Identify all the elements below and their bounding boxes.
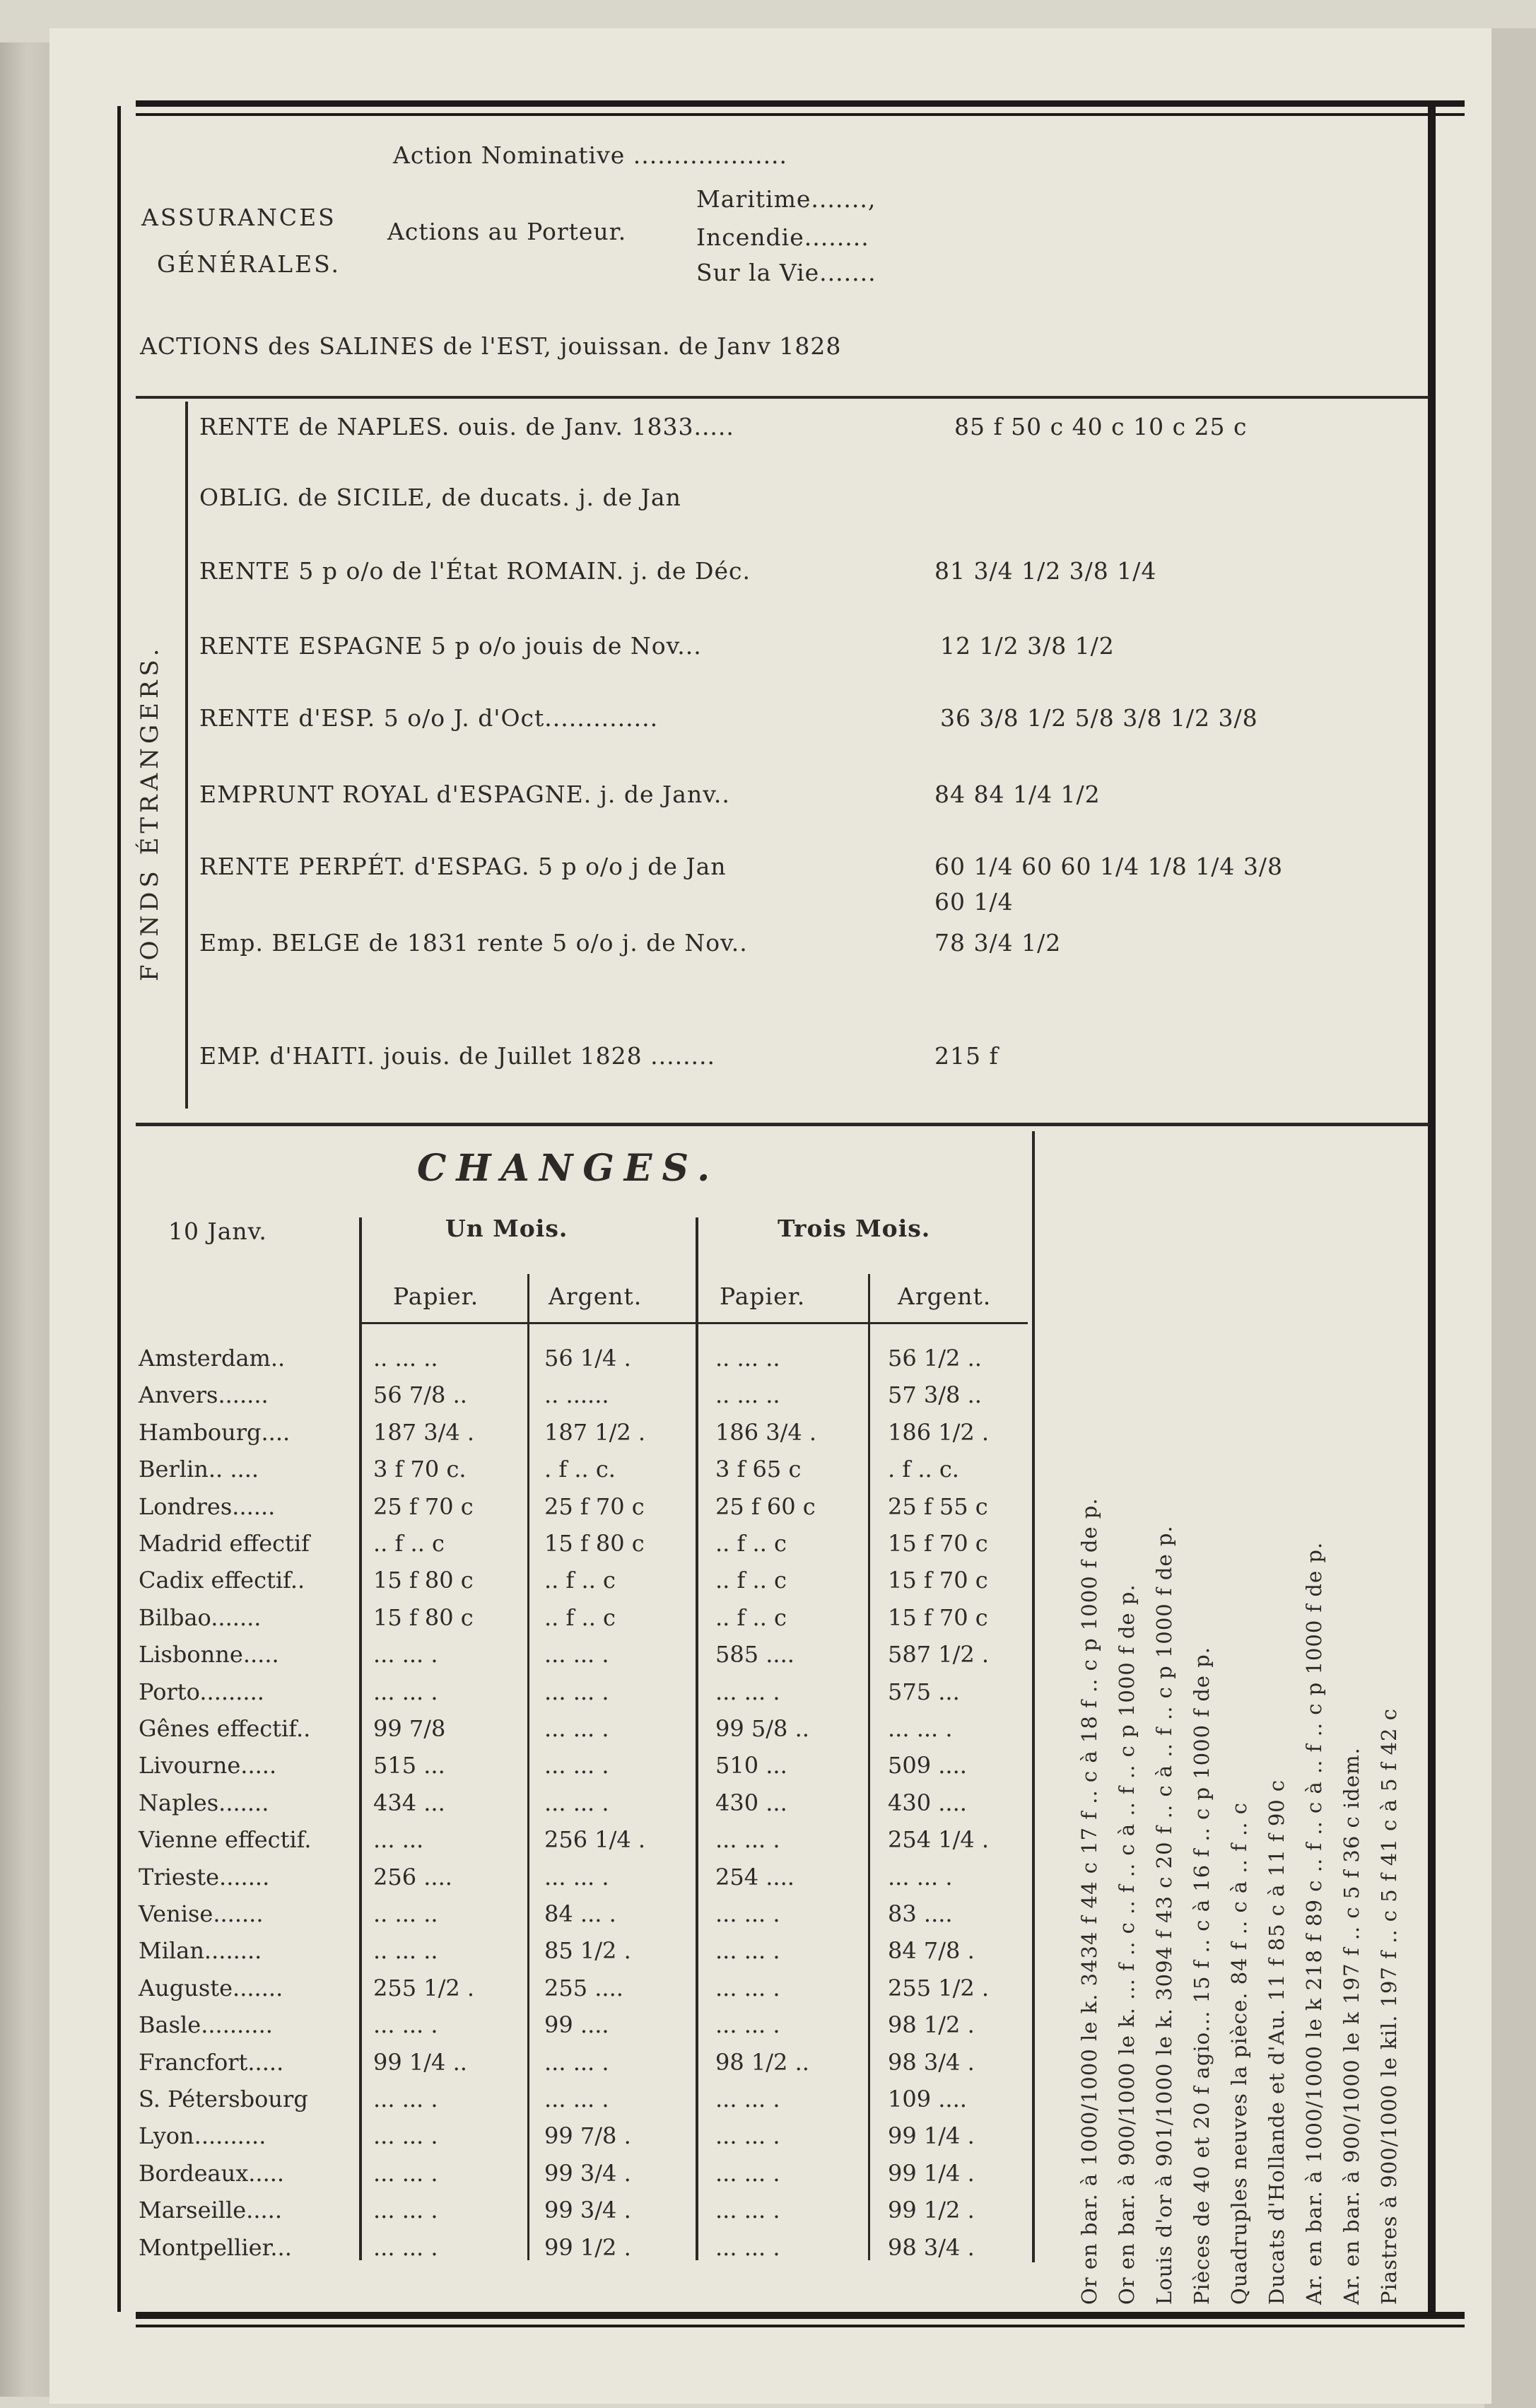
- change-cell: 99 3/4 .: [544, 2159, 631, 2187]
- change-place: Lyon..........: [139, 2122, 266, 2150]
- change-place: Naples.......: [139, 1789, 269, 1816]
- change-cell: ... ... .: [544, 2048, 609, 2076]
- change-cell: 99 ....: [544, 2011, 609, 2039]
- change-cell: .. f .. c: [715, 1530, 787, 1557]
- change-cell: 15 f 80 c: [373, 1567, 474, 1594]
- change-cell: 256 1/4 .: [544, 1826, 646, 1854]
- maritime: Maritime.......,: [696, 185, 877, 213]
- change-cell: 510 ...: [715, 1752, 787, 1779]
- change-cell: 15 f 80 c: [544, 1530, 645, 1557]
- change-cell: 85 1/2 .: [544, 1937, 631, 1965]
- change-cell: . f .. c.: [888, 1456, 959, 1483]
- change-place: Milan........: [139, 1937, 262, 1965]
- bottom-border-inner: [136, 2325, 1465, 2327]
- change-cell: 99 5/8 ..: [715, 1715, 809, 1742]
- left-border: [117, 106, 121, 2312]
- change-cell: 15 f 70 c: [888, 1567, 988, 1594]
- action-nominative: Action Nominative ...................: [393, 141, 788, 169]
- change-place: Porto.........: [139, 1678, 264, 1705]
- change-cell: .. ... ..: [373, 1900, 438, 1927]
- change-place: Cadix effectif..: [139, 1567, 305, 1594]
- fonds-value-2: 81 3/4 1/2 3/8 1/4: [934, 557, 1157, 585]
- change-place: S. Pétersbourg: [139, 2086, 308, 2112]
- change-cell: ... ... .: [544, 2086, 609, 2112]
- change-cell: 56 1/2 ..: [888, 1345, 982, 1372]
- change-cell: ... ... .: [373, 1678, 438, 1705]
- fonds-value-0: 85 f 50 c 40 c 10 c 25 c: [954, 413, 1248, 440]
- metal-line: Louis d'or à 901/1000 le k. 3094 f 43 c 20 f .. c à .. f .. c p 1000 f de p.: [1152, 1525, 1176, 2305]
- change-cell: ... ... .: [715, 1937, 780, 1965]
- trois-mois-header: Trois Mois.: [778, 1215, 931, 1242]
- fonds-value-4: 36 3/8 1/2 5/8 3/8 1/2 3/8: [940, 704, 1258, 732]
- change-place: Anvers.......: [139, 1381, 269, 1409]
- change-cell: ... ... .: [715, 1974, 780, 2001]
- change-place: Hambourg....: [139, 1418, 291, 1446]
- salines-row: ACTIONS des SALINES de l'EST, jouissan. de Janv 1828: [140, 332, 842, 360]
- change-cell: ... ...: [373, 1826, 424, 1854]
- col-rule-1: [359, 1217, 362, 2260]
- change-cell: 98 1/2 .: [888, 2011, 975, 2039]
- metal-line: Ar. en bar. à 900/1000 le k 197 f .. c 5 f 36 c idem.: [1339, 1747, 1364, 2305]
- change-cell: 98 3/4 .: [888, 2048, 975, 2076]
- change-cell: 109 ....: [888, 2086, 967, 2112]
- change-cell: 57 3/8 ..: [888, 1381, 982, 1409]
- change-cell: 575 ...: [888, 1678, 960, 1705]
- change-cell: .. f .. c: [715, 1567, 787, 1594]
- change-cell: 255 1/2 .: [373, 1974, 475, 2001]
- changes-date: 10 Janv.: [168, 1217, 267, 1245]
- change-place: Francfort.....: [139, 2048, 284, 2076]
- change-place: Vienne effectif.: [139, 1826, 312, 1854]
- metal-line: Quadruples neuves la pièce. 84 f .. c à .. f .. c: [1227, 1802, 1251, 2305]
- divider-changes: [136, 1123, 1429, 1126]
- change-cell: 3 f 65 c: [715, 1456, 802, 1483]
- change-cell: 515 ...: [373, 1752, 445, 1779]
- change-cell: ... ... .: [373, 2159, 438, 2187]
- change-cell: 99 7/8 .: [544, 2122, 631, 2150]
- change-cell: .. f .. c: [544, 1567, 616, 1594]
- fonds-label-0: RENTE de NAPLES. ouis. de Janv. 1833.....: [199, 413, 734, 440]
- change-cell: .. ... ..: [373, 1345, 438, 1372]
- change-cell: 15 f 70 c: [888, 1603, 988, 1631]
- change-place: Madrid effectif: [139, 1530, 310, 1557]
- change-place: Gênes effectif..: [139, 1715, 311, 1742]
- fonds-value-3: 12 1/2 3/8 1/2: [940, 632, 1115, 660]
- change-cell: 98 1/2 ..: [715, 2048, 809, 2076]
- change-cell: 99 1/4 ..: [373, 2048, 467, 2076]
- change-cell: .. ... ..: [715, 1381, 780, 1409]
- metal-line: Or en bar. à 900/1000 le k. ... f .. c .. f .. c à .. f .. c p 1000 f de p.: [1115, 1584, 1139, 2305]
- top-border-inner: [136, 113, 1465, 116]
- un-mois-header: Un Mois.: [445, 1215, 568, 1242]
- change-cell: 255 1/2 .: [888, 1974, 990, 2001]
- change-cell: 255 ....: [544, 1974, 623, 2001]
- metal-line: Ar. en bar. à 1000/1000 le k 218 f 89 c .. f .. c à .. f .. c p 1000 f de p.: [1302, 1541, 1326, 2305]
- change-cell: 56 1/4 .: [544, 1345, 631, 1372]
- argent-1-header: Argent.: [549, 1282, 643, 1310]
- change-cell: ... ... .: [544, 1641, 609, 1668]
- change-cell: 430 ....: [888, 1789, 967, 1816]
- change-cell: 84 7/8 .: [888, 1937, 975, 1965]
- change-cell: .. f .. c: [544, 1603, 616, 1631]
- generales-label: GÉNÉRALES.: [157, 250, 341, 278]
- col-rule-2: [527, 1274, 529, 2260]
- change-cell: 186 3/4 .: [715, 1418, 817, 1446]
- change-cell: ... ... .: [715, 2011, 780, 2039]
- change-cell: ... ... .: [544, 1678, 609, 1705]
- change-cell: ... ... .: [715, 1826, 780, 1854]
- change-place: Bilbao.......: [139, 1603, 262, 1631]
- papier-2-header: Papier.: [720, 1282, 806, 1310]
- fonds-label-4: RENTE d'ESP. 5 o/o J. d'Oct..............: [199, 704, 659, 732]
- change-cell: ... ... .: [544, 1752, 609, 1779]
- change-cell: 509 ....: [888, 1752, 967, 1779]
- change-cell: ... ... .: [373, 1641, 438, 1668]
- papier-1-header: Papier.: [393, 1282, 479, 1310]
- change-cell: 187 3/4 .: [373, 1418, 475, 1446]
- right-border: [1428, 106, 1436, 2312]
- fonds-label-1: OBLIG. de SICILE, de ducats. j. de Jan: [199, 484, 681, 511]
- change-place: Marseille.....: [139, 2197, 282, 2224]
- change-cell: ... ... .: [715, 2197, 780, 2224]
- change-cell: .. f .. c: [373, 1530, 445, 1557]
- change-cell: 25 f 60 c: [715, 1492, 816, 1520]
- change-cell: 99 1/2 .: [544, 2233, 631, 2261]
- divider-salines: [136, 396, 1429, 399]
- fonds-label-5: EMPRUNT ROYAL d'ESPAGNE. j. de Janv..: [199, 781, 730, 808]
- change-cell: 587 1/2 .: [888, 1641, 990, 1668]
- change-cell: .. ... ..: [373, 1937, 438, 1965]
- fonds-left-rule: [185, 402, 188, 1109]
- change-place: Londres......: [139, 1492, 276, 1520]
- actions-porteur: Actions au Porteur.: [387, 218, 627, 245]
- page-edge: [1484, 28, 1536, 2408]
- change-place: Trieste.......: [139, 1863, 270, 1890]
- change-cell: 254 1/4 .: [888, 1826, 990, 1854]
- change-cell: ... ... .: [888, 1715, 953, 1742]
- col-rule-4: [868, 1274, 870, 2260]
- change-cell: 15 f 70 c: [888, 1530, 988, 1557]
- argent-2-header: Argent.: [898, 1282, 992, 1310]
- fonds-value-7: 78 3/4 1/2: [934, 929, 1062, 957]
- change-cell: ... ... .: [544, 1789, 609, 1816]
- change-cell: ... ... .: [715, 1678, 780, 1705]
- change-cell: 186 1/2 .: [888, 1418, 990, 1446]
- fonds-label-2: RENTE 5 p o/o de l'État ROMAIN. j. de Déc.: [199, 557, 751, 585]
- change-cell: 256 ....: [373, 1863, 452, 1890]
- fonds-etrangers-label: FONDS ÉTRANGERS.: [136, 644, 164, 981]
- change-cell: ... ... .: [373, 2233, 438, 2261]
- metal-line: Pièces de 40 et 20 f agio... 15 f .. c à 16 f .. c p 1000 f de p.: [1190, 1647, 1214, 2305]
- metal-line: Ducats d'Hollande et d'Au. 11 f 85 c à 11 f 90 c: [1265, 1779, 1289, 2305]
- change-cell: 25 f 70 c: [544, 1492, 645, 1520]
- change-place: Bordeaux.....: [139, 2159, 285, 2187]
- change-cell: 254 ....: [715, 1863, 795, 1890]
- change-cell: ... ... .: [715, 2086, 780, 2112]
- change-cell: 56 7/8 ..: [373, 1381, 467, 1409]
- fonds-value-8: 215 f: [934, 1042, 999, 1070]
- change-cell: 98 3/4 .: [888, 2233, 975, 2261]
- change-place: Amsterdam..: [139, 1345, 286, 1372]
- incendie: Incendie........: [696, 223, 869, 251]
- fonds-value-5: 84 84 1/4 1/2: [934, 781, 1101, 808]
- fonds-label-3: RENTE ESPAGNE 5 p o/o jouis de Nov...: [199, 632, 702, 660]
- change-place: Basle..........: [139, 2011, 273, 2039]
- metal-line: Or en bar. à 1000/1000 le k. 3434 f 44 c 17 f .. c à 18 f .. c p 1000 f de p.: [1077, 1497, 1101, 2305]
- fonds-label-8: EMP. d'HAITI. jouis. de Juillet 1828 ........: [199, 1042, 716, 1070]
- change-cell: 3 f 70 c.: [373, 1456, 467, 1483]
- change-cell: ... ... .: [715, 2122, 780, 2150]
- change-cell: .. ......: [544, 1381, 609, 1409]
- metal-line: Piastres à 900/1000 le kil. 197 f .. c 5 f 41 c à 5 f 42 c: [1377, 1708, 1401, 2305]
- change-cell: ... ... .: [373, 2086, 438, 2112]
- change-cell: ... ... .: [715, 1900, 780, 1927]
- change-cell: 434 ...: [373, 1789, 445, 1816]
- change-cell: ... ... .: [544, 1715, 609, 1742]
- change-place: Montpellier...: [139, 2233, 292, 2261]
- header-rule: [362, 1322, 1028, 1324]
- change-cell: 99 1/4 .: [888, 2159, 975, 2187]
- sur-la-vie: Sur la Vie.......: [696, 259, 877, 286]
- change-cell: ... ... .: [373, 2011, 438, 2039]
- change-cell: 430 ...: [715, 1789, 787, 1816]
- change-cell: 585 ....: [715, 1641, 795, 1668]
- top-border: [136, 100, 1465, 107]
- changes-title: CHANGES.: [417, 1147, 720, 1190]
- change-cell: 99 3/4 .: [544, 2197, 631, 2224]
- change-cell: 187 1/2 .: [544, 1418, 646, 1446]
- change-place: Berlin.. ....: [139, 1456, 259, 1483]
- change-cell: ... ... .: [544, 1863, 609, 1890]
- change-cell: 25 f 70 c: [373, 1492, 474, 1520]
- assurances-label: ASSURANCES: [141, 204, 336, 231]
- change-cell: ... ... .: [373, 2122, 438, 2150]
- change-cell: 25 f 55 c: [888, 1492, 988, 1520]
- change-place: Auguste.......: [139, 1974, 283, 2001]
- change-cell: .. f .. c: [715, 1603, 787, 1631]
- fonds-label-7: Emp. BELGE de 1831 rente 5 o/o j. de Nov..: [199, 929, 748, 957]
- col-rule-3: [696, 1217, 698, 2260]
- change-cell: 99 1/2 .: [888, 2197, 975, 2224]
- change-cell: 99 1/4 .: [888, 2122, 975, 2150]
- bottom-border: [136, 2312, 1465, 2319]
- col-rule-5: [1032, 1131, 1035, 2262]
- change-cell: ... ... .: [373, 2197, 438, 2224]
- fonds-value-6b: 60 1/4: [934, 888, 1014, 916]
- fonds-label-6: RENTE PERPÉT. d'ESPAG. 5 p o/o j de Jan: [199, 853, 727, 880]
- change-cell: 83 ....: [888, 1900, 953, 1927]
- change-place: Venise.......: [139, 1900, 264, 1927]
- change-cell: . f .. c.: [544, 1456, 616, 1483]
- change-cell: ... ... .: [888, 1863, 953, 1890]
- change-cell: 84 ... .: [544, 1900, 616, 1927]
- change-cell: ... ... .: [715, 2233, 780, 2261]
- change-cell: 15 f 80 c: [373, 1603, 474, 1631]
- fonds-value-6: 60 1/4 60 60 1/4 1/8 1/4 3/8: [934, 853, 1283, 880]
- change-place: Livourne.....: [139, 1752, 277, 1779]
- change-cell: ... ... .: [715, 2159, 780, 2187]
- change-place: Lisbonne.....: [139, 1641, 279, 1668]
- change-cell: 99 7/8: [373, 1715, 446, 1742]
- change-cell: .. ... ..: [715, 1345, 780, 1372]
